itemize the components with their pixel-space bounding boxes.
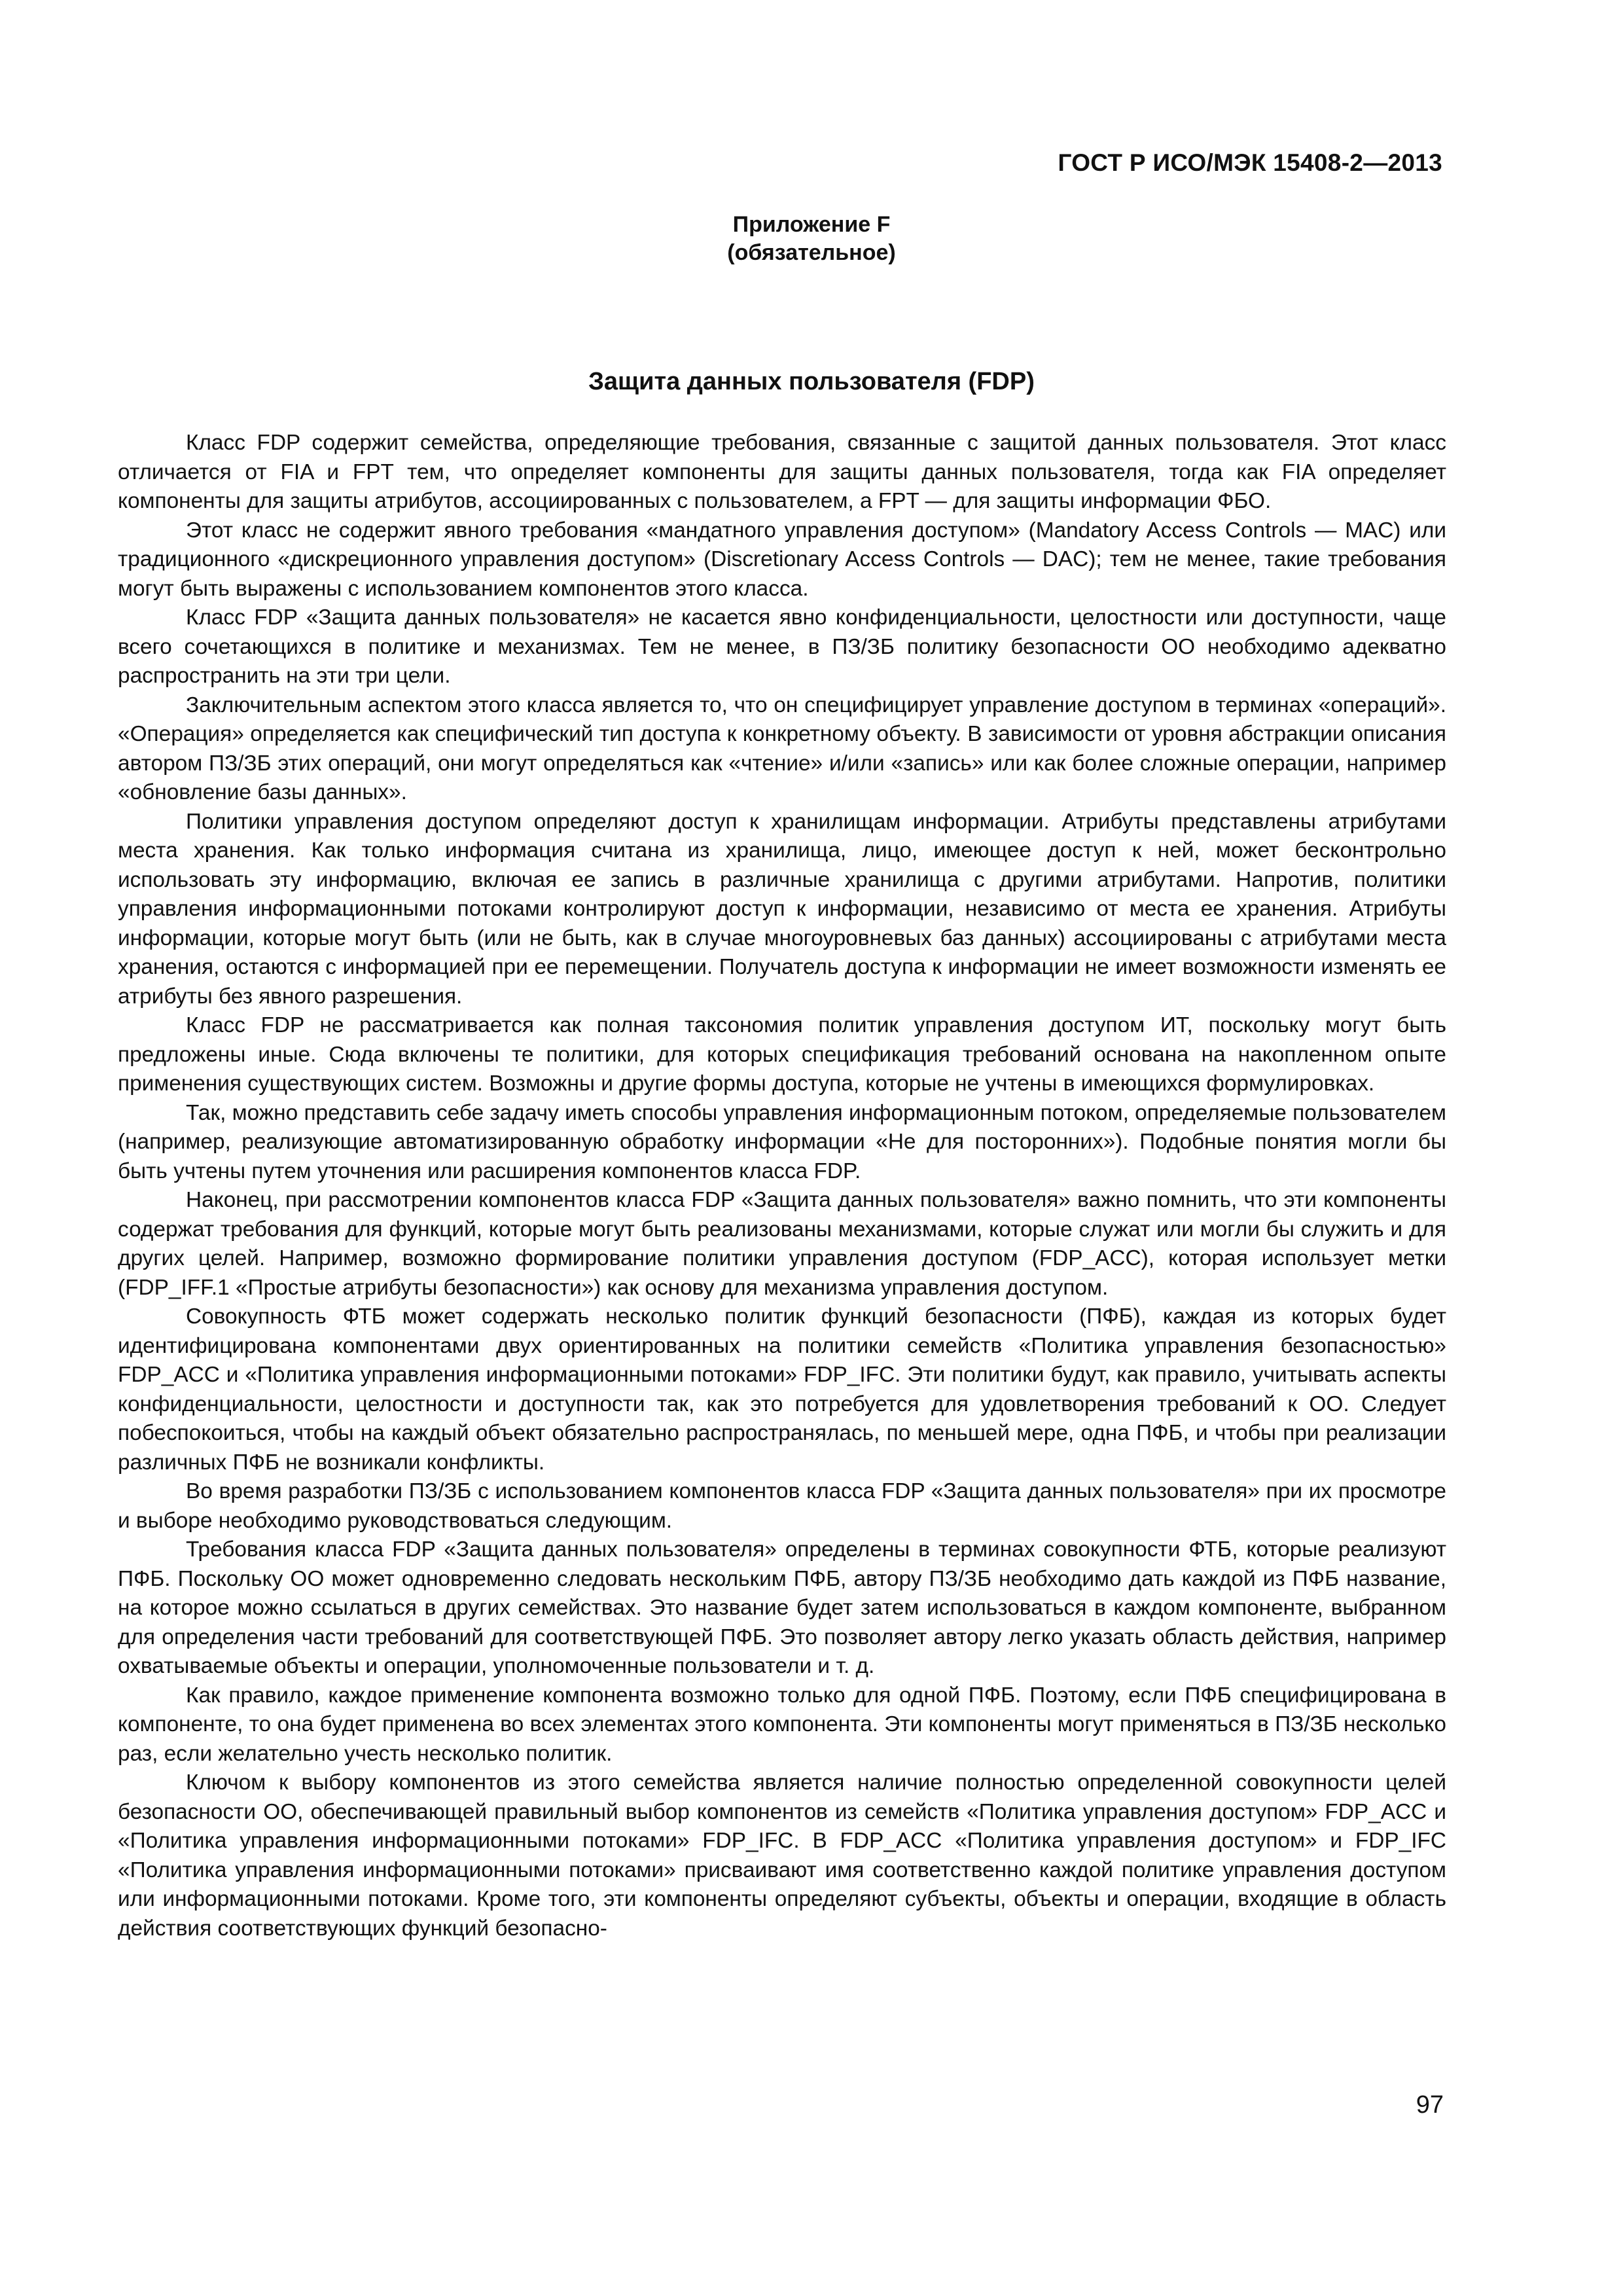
paragraph: Класс FDP «Защита данных пользователя» не касается явно конфиденциальности, целостности или доступности, чаще всего сочетающихся в политике и механизмах. Тем не менее, в ПЗ/ЗБ политику безопасности ОО необходимо адекватно распространить на эти три цели. [118, 605, 1446, 688]
section-title: Защита данных пользователя (FDP) [588, 368, 1035, 395]
appendix-heading [0, 211, 1623, 267]
paragraph: Как правило, каждое применение компонента возможно только для одной ПФБ. Поэтому, если ПФБ специфицирована в компоненте, то она будет применена во всех элементах этого компонента. Эти компоненты могут применяться в ПЗ/ЗБ несколько раз, если желательно учесть несколько политик. [118, 1683, 1446, 1766]
paragraph: Во время разработки ПЗ/ЗБ с использованием компонентов класса FDP «Защита данных пользователя» при их просмотре и выборе необходимо руководствоваться следующим. [118, 1479, 1446, 1533]
paragraph: Совокупность ФТБ может содержать несколько политик функций безопасности (ПФБ), каждая из которых будет идентифицирована компонентами двух ориентированных на политики семейств «Политика управления безопасностью» FDP_ACC и «Политика управления информационными потоками» FDP_IFC. Эти политики будут, как правило, учитывать аспекты конфиденциальности, целостности и доступности так, как это потребуется для удовлетворения требований к ОО. Следует побеспокоиться, чтобы на каждый объект обязательно распространялась, по меньшей мере, одна ПФБ, и чтобы при реализации различных ПФБ не возникали конфликты. [118, 1304, 1446, 1475]
paragraph: Заключительным аспектом этого класса является то, что он специфицирует управление доступом в терминах «операций». «Операция» определяется как специфический тип доступа к конкретному объекту. В зависимости от уровня абстракции описания автором ПЗ/ЗБ этих операций, они могут определяться как «чтение» и/или «запись» или как более сложные операции, например «обновление базы данных». [118, 692, 1446, 804]
paragraph: Наконец, при рассмотрении компонентов класса FDP «Защита данных пользователя» важно помнить, что эти компоненты содержат требования для функций, которые могут быть реализованы механизмами, которые служат или могли бы служить и для других целей. Например, возможно формирование политики управления доступом (FDP_ACC), которая использует метки (FDP_IFF.1 «Простые атрибуты безопасности») как основу для механизма управления доступом. [118, 1188, 1446, 1300]
appendix-status: (обязательное) [727, 240, 896, 265]
appendix-title: Приложение F [732, 212, 891, 237]
paragraph: Этот класс не содержит явного требования «мандатного управления доступом» (Mandatory Access Controls — MAC) или традиционного «дискреционного управления доступом» (Discretionary Access Controls — DAC); тем не менее, такие требования могут быть выражены с использованием компонентов этого класса. [118, 518, 1446, 601]
paragraph: Политики управления доступом определяют доступ к хранилищам информации. Атрибуты представлены атрибутами места хранения. Как только информация считана из хранилища, лицо, имеющее доступ к ней, может бесконтрольно использовать эту информацию, включая ее запись в различные хранилища с другими атрибутами. Напротив, политики управления информационными потоками контролируют доступ к информации, независимо от места ее хранения. Атрибуты информации, которые могут быть (или не быть, как в случае многоуровневых баз данных) ассоциированы с атрибутами места хранения, остаются с информацией при ее перемещении. Получатель доступа к информации не имеет возможности изменять ее атрибуты без явного разрешения. [118, 809, 1446, 1009]
paragraph: Ключом к выбору компонентов из этого семейства является наличие полностью определенной совокупности целей безопасности ОО, обеспечивающей правильный выбор компонентов из семейств «Политика управления доступом» FDP_ACC и «Политика управления информационными потоками» FDP_IFC. В FDP_ACC «Политика управления доступом» и FDP_IFC «Политика управления информационными потоками» присваивают имя соответственно каждой политике управления доступом или информационными потоками. Кроме того, эти компоненты определяют субъекты, объекты и операции, входящие в область действия соответствующих функций безопасно- [118, 1770, 1446, 1941]
paragraph: Так, можно представить себе задачу иметь способы управления информационным потоком, определяемые пользователем (например, реализующие автоматизированную обработку информации «Не для посторонних»). Подобные понятия могли бы быть учтены путем уточнения или расширения компонентов класса FDP. [118, 1100, 1446, 1183]
page-number: 97 [1416, 2091, 1444, 2119]
body-text [118, 429, 1446, 1943]
paragraph: Класс FDP содержит семейства, определяющие требования, связанные с защитой данных пользователя. Этот класс отличается от FIA и FPT тем, что определяет компоненты для защиты данных пользователя, тогда как FIA определяет компоненты для защиты атрибутов, ассоциированных с пользователем, а FPT — для защиты информации ФБО. [118, 431, 1446, 513]
paragraph: Требования класса FDP «Защита данных пользователя» определены в терминах совокупности ФТБ, которые реализуют ПФБ. Поскольку ОО может одновременно следовать нескольким ПФБ, автору ПЗ/ЗБ необходимо дать каждой из ПФБ название, на которое можно ссылаться в других семействах. Это название будет затем использоваться в каждом компоненте, выбранном для определения части требований для соответствующей ПФБ. Это позволяет автору легко указать область действия, например охватываемые объекты и операции, уполномоченные пользователи и т. д. [118, 1537, 1446, 1678]
paragraph: Класс FDP не рассматривается как полная таксономия политик управления доступом ИТ, поскольку могут быть предложены иные. Сюда включены те политики, для которых спецификация требований основана на накопленном опыте применения существующих систем. Возможны и другие формы доступа, которые не учтены в имеющихся формулировках. [118, 1013, 1446, 1096]
standard-header: ГОСТ Р ИСО/МЭК 15408-2—2013 [1058, 149, 1442, 176]
